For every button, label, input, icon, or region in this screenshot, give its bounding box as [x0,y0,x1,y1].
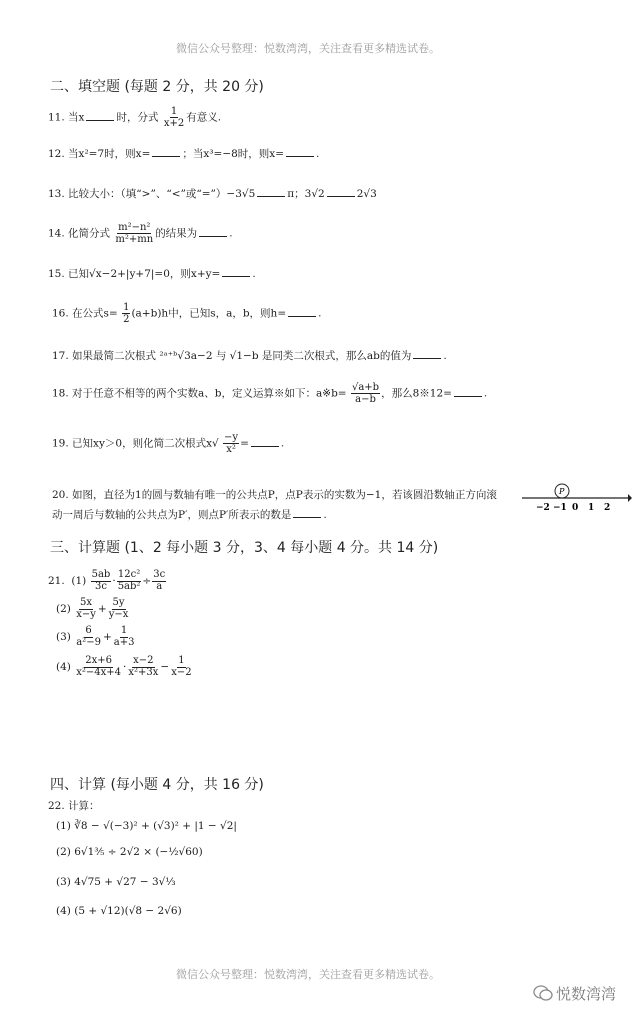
question-17: 17. 如果最简二次根式 ²ᵃ⁺ᵇ√3a−2 与 √1−b 是同类二次根式，那么ab的值为 . [52,350,447,362]
question-21-item-4: (4) $\frac{2x+6}{\text{x²−4x+4}}$ · $\frac{x-2}{\text{x²+3x}}$ − $\frac{1}{x-2}$ [56,655,192,678]
brand-name: 悦数湾湾 [556,985,617,1003]
tick-label-2: 2 [604,503,611,513]
question-20-line1: 20. 如图，直径为1的圆与数轴有唯一的公共点P，点P表示的实数为−1，若该圆沿数轴正方向滚 [52,489,497,501]
question-15: 15. 已知√x−2+|y+7|=0，则x+y= . [48,268,256,280]
question-14: 14. 化简分式 $\frac{\text{m²−n²}}{\text{m²+mn}}$ 的结果为 . [48,222,233,245]
question-22-item-2: (2) 6√1⅗ ÷ 2√2 × (−½√60) [56,846,203,858]
question-16: 16. 在公式s= $\frac{1}{2}$ (a+b)h中，已知s，a，b，则h= . [52,302,322,325]
tick-label-neg2: −2 [536,503,550,513]
tick-label-1: 1 [588,503,595,513]
section3-title: 三、计算题 (1、2 每小题 3 分，3、4 每小题 4 分。共 14 分) [50,540,439,556]
question-21-item-1: 21. (1) $\frac{5ab}{3c}$ · $\frac{\text{12c²}}{\text{5ab²}}$ ÷ $\frac{3c}{a}$ [48,569,166,592]
question-19: 19. 已知xy＞0，则化简二次根式x√ $\frac{-y}{\text{x²}}$ = . [52,432,285,455]
question-22-item-3: (3) 4√75 + √27 − 3√⅓ [56,876,176,888]
question-22-intro: 22. 计算： [48,800,100,812]
question-22-item-1: (1) ∛8 − √(−3)² + (√3)² + |1 − √2| [56,820,237,832]
question-13: 13. 比较大小：（填“>”、“<”或“=”）−3√5 π；3√2 2√3 [48,188,377,200]
question-11: 11. 当x 时，分式 $\frac{1}{x+2}$ 有意义. [48,106,222,129]
question-22-item-4: (4) (5 + √12)(√8 − 2√6) [56,905,182,917]
point-p-label: P [559,487,565,496]
watermark-top: 微信公众号整理：悦数湾湾，关注查看更多精选试卷。 [176,42,440,55]
number-line-arrow [628,494,632,502]
question-12: 12. 当x²=7时，则x= ；当x³=−8时，则x= . [48,148,320,160]
watermark-bottom: 微信公众号整理：悦数湾湾，关注查看更多精选试卷。 [176,968,440,981]
wechat-logo-icon [532,983,554,1003]
section2-title: 二、填空题 (每题 2 分，共 20 分) [50,79,264,95]
question-21-item-3: (3) $\frac{6}{\text{a²−9}}$ + $\frac{1}{a+3}$ [56,625,135,648]
section4-title: 四、计算 (每小题 4 分，共 16 分) [50,777,264,793]
question-21-item-2: (2) $\frac{5x}{x-y}$ + $\frac{5y}{y-x}$ [56,597,129,620]
number-line-figure [520,482,632,516]
question-18: 18. 对于任意不相等的两个实数a、b，定义运算※如下：a※b= $\frac{√a+b}{a-b}$ ，那么8※12= . [52,382,488,405]
tick-label-0: 0 [572,503,579,513]
question-20-line2: 动一周后与数轴的公共点为P′，则点P′所表示的数是 . [52,509,327,521]
tick-label-neg1: −1 [553,503,567,513]
